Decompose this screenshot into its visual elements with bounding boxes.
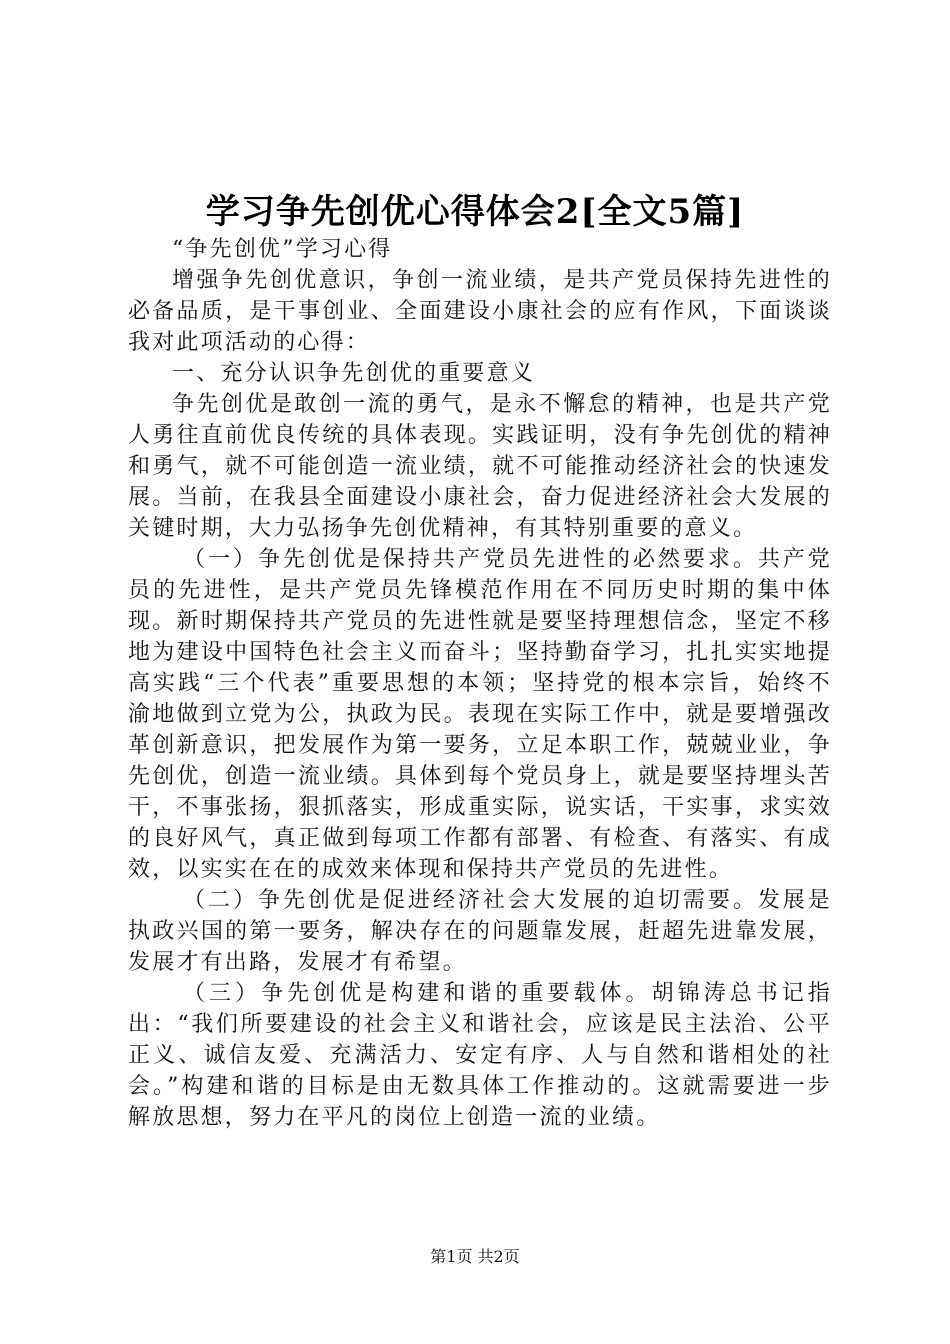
body-paragraph: 争先创优是敢创一流的勇气，是永不懈怠的精神，也是共产党人勇往直前优良传统的具体表现。实践证明，没有争先创优的精神和勇气，就不可能创造一流业绩，就不可能推动经济社会的快速发展。当前，在我县全面建设小康社会，奋力促进经济社会大发展的关键时期，大力弘扬争先创优精神，有其特别重要的意义。 bbox=[128, 392, 832, 541]
body-paragraph: （一）争先创优是保持共产党员先进性的必然要求。共产党员的先进性，是共产党员先锋模范作用在不同历史时期的集中体现。新时期保持共产党员的先进性就是要坚持理想信念，坚定不移地为建设中国特色社会主义而奋斗；坚持勤奋学习，扎扎实实地提高实践“三个代表”重要思想的本领；坚持党的根本宗旨，始终不渝地做到立党为公，执政为民。表现在实际工作中，就是要增强改革创新意识，把发展作为第一要务，立足本职工作，兢兢业业，争先创优，创造一流业绩。具体到每个党员身上，就是要坚持埋头苦干，不事张扬，狠抓落实，形成重实际，说实话，干实事，求实效的良好风气，真正做到每项工作都有部署、有检查、有落实、有成效，以实实在在的成效来体现和保持共产党员的先进性。 bbox=[128, 547, 832, 882]
body-paragraph: （三）争先创优是构建和谐的重要载体。胡锦涛总书记指出：“我们所要建设的社会主义和谐社会，应该是民主法治、公平正义、诚信友爱、充满活力、安定有序、人与自然和谐相处的社会。”构建和谐的目标是由无数具体工作推动的。这就需要进一步解放思想，努力在平凡的岗位上创造一流的业绩。 bbox=[128, 981, 832, 1130]
intro-paragraph: 增强争先创优意识，争创一流业绩，是共产党员保持先进性的必备品质，是干事创业、全面建设小康社会的应有作风，下面谈谈我对此项活动的心得： bbox=[128, 268, 832, 355]
section-heading: 一、充分认识争先创优的重要意义 bbox=[172, 361, 536, 386]
page-footer: 第1页 共2页 bbox=[430, 1247, 520, 1266]
document-body bbox=[128, 234, 832, 1133]
body-paragraph: （二）争先创优是促进经济社会大发展的迫切需要。发展是执政兴国的第一要务，解决存在的问题靠发展，赶超先进靠发展，发展才有出路，发展才有希望。 bbox=[128, 888, 832, 975]
document-title: 学习争先创优心得体会2[全文5篇] bbox=[205, 192, 745, 232]
subtitle-paragraph: “争先创优”学习心得 bbox=[172, 237, 393, 262]
